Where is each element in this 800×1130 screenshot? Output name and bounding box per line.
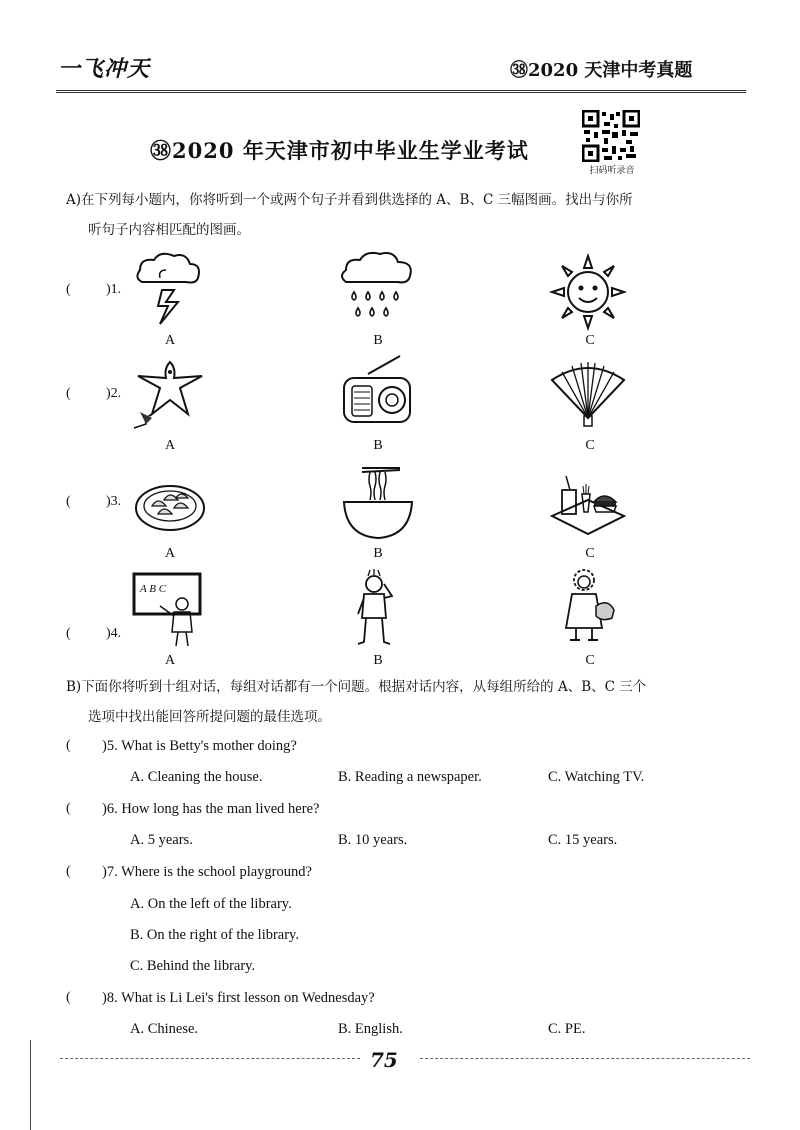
part-b-instruction-line2: 选项中找出能回答所提问题的最佳选项。 [88,709,331,725]
option-label-c: C [585,653,595,668]
option-a: A. On the left of the library. [130,896,292,912]
option-c: C. 15 years. [548,832,618,848]
boy-thinking-icon [338,568,418,648]
option-c: C. Behind the library. [130,958,256,974]
radio-icon [338,352,418,432]
footer-divider-right [420,1058,750,1059]
option-label-a: A [164,653,176,668]
question-text: )6. How long has the man lived here? [102,801,320,817]
answer-paren[interactable]: ( [66,738,71,753]
question-number: )4. [106,626,122,641]
series-title: ㊳2020 天津中考真题 [510,60,693,81]
answer-paren[interactable]: ( [66,282,71,297]
option-label-a: A [164,438,176,453]
fan-icon [548,352,628,432]
footer-divider-left [60,1058,360,1059]
option-label-b: B [373,546,383,561]
option-label-a: A [164,546,176,561]
option-a: A. Chinese. [130,1021,199,1037]
answer-paren[interactable]: ( [66,990,71,1005]
dumplings-icon [130,464,210,544]
option-c: C. PE. [548,1021,586,1037]
question-text: )7. Where is the school playground? [102,864,312,880]
option-a: A. Cleaning the house. [130,769,263,785]
question-number: )1. [106,282,122,297]
answer-paren[interactable]: ( [66,864,71,879]
question-number: )3. [106,494,122,509]
option-a: A. 5 years. [130,832,193,848]
option-label-b: B [373,653,383,668]
noodles-icon [338,464,418,544]
qr-caption: 扫码听录音 [589,166,635,176]
svg-text:A B C: A B C [140,583,167,595]
exam-title: ㊳2020 年天津市初中毕业生学业考试 [150,138,529,163]
kite-icon [130,352,210,432]
answer-paren[interactable]: ( [66,801,71,816]
fast-food-icon [548,460,628,540]
answer-paren[interactable]: ( [66,494,71,509]
answer-paren[interactable]: ( [66,626,71,641]
rain-cloud-icon [338,248,418,328]
option-b: B. On the right of the library. [130,927,299,943]
option-b: B. 10 years. [338,832,408,848]
option-label-b: B [373,438,383,453]
page-number: 75 [370,1048,398,1072]
part-a-instruction-line2: 听句子内容相匹配的图画。 [88,222,250,238]
sun-icon [548,252,628,332]
option-b: B. Reading a newspaper. [338,769,482,785]
question-text: )5. What is Betty's mother doing? [102,738,297,754]
thunderstorm-icon [130,248,210,328]
binding-line [30,1040,31,1130]
question-text: )8. What is Li Lei's first lesson on Wednesday? [102,990,375,1006]
option-label-c: C [585,333,595,348]
option-label-c: C [585,438,595,453]
grandma-basket-icon [548,566,628,646]
option-label-c: C [585,546,595,561]
option-label-b: B [373,333,383,348]
option-c: C. Watching TV. [548,769,645,785]
question-number: )2. [106,386,122,401]
brand-logo-text: 一飞冲天 [58,57,151,82]
answer-paren[interactable]: ( [66,386,71,401]
part-b-instruction-line1: B)下面你将听到十组对话，每组对话都有一个问题。根据对话内容，从每组所给的 A、B、C 三个 [66,679,647,695]
option-b: B. English. [338,1021,403,1037]
option-label-a: A [164,333,176,348]
header-divider [56,90,746,93]
teacher-icon [130,570,210,650]
part-a-instruction-line1: A)在下列每小题内，你将听到一个或两个句子并看到供选择的 A、B、C 三幅图画。找出与你所 [66,192,633,208]
qr-code-icon [582,110,640,162]
